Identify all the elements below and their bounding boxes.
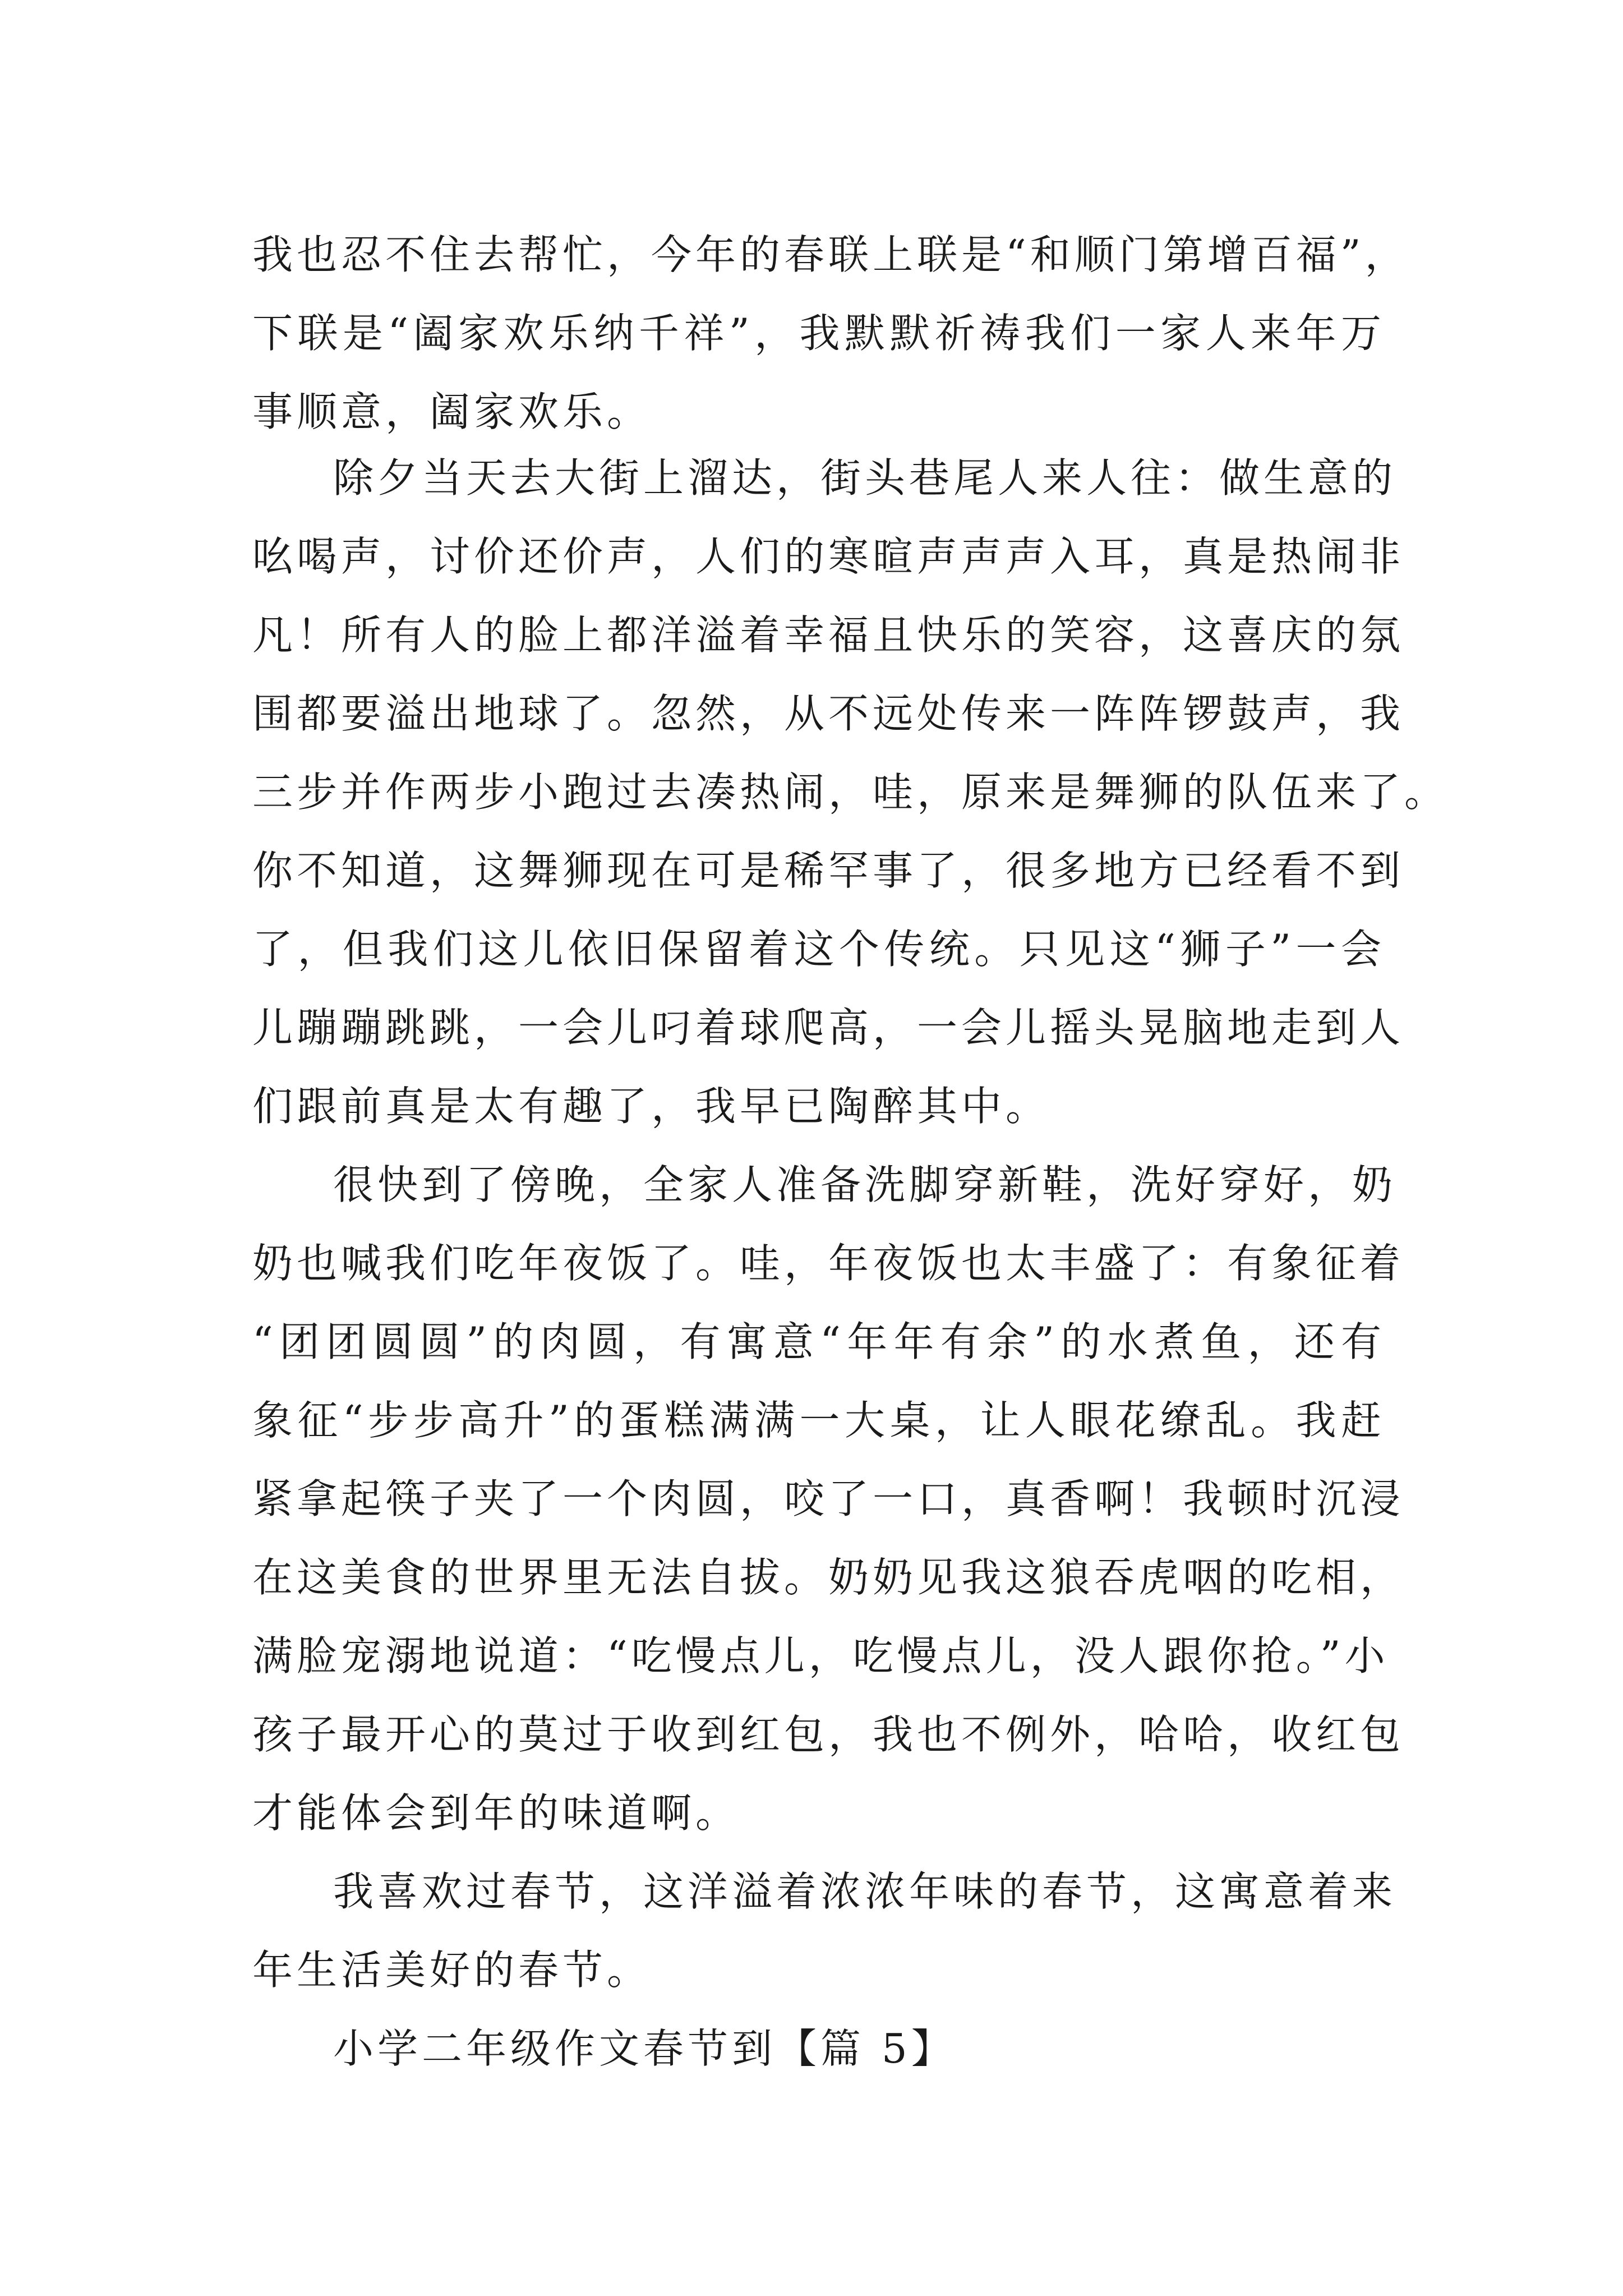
paragraph-3-line-1: 很快到了傍晚，全家人准备洗脚穿新鞋，洗好穿好，奶 [333,1161,1397,1208]
paragraph-2-line-6: 你不知道，这舞狮现在可是稀罕事了，很多地方已经看不到 [252,847,1405,894]
paragraph-1-line-2: 下联是“阖家欢乐纳千祥”，我默默祈祷我们一家人来年万 [252,310,1385,357]
paragraph-2-line-4: 围都要溢出地球了。忽然，从不远处传来一阵阵锣鼓声，我 [252,690,1405,737]
paragraph-3-line-9: 才能体会到年的味道啊。 [252,1789,740,1837]
paragraph-1-line-3: 事顺意，阖家欢乐。 [252,388,652,435]
paragraph-2-line-3: 凡！所有人的脸上都洋溢着幸福且快乐的笑容，这喜庆的氛 [252,611,1405,659]
paragraph-1-line-1: 我也忍不住去帮忙，今年的春联上联是“和顺门第增百福”， [252,231,1409,278]
paragraph-2-line-7: 了，但我们这儿依旧保留着这个传统。只见这“狮子”一会 [252,926,1385,973]
paragraph-2-line-2: 吆喝声，讨价还价声，人们的寒暄声声声入耳，真是热闹非 [252,533,1405,580]
paragraph-3-line-6: 在这美食的世界里无法自拔。奶奶见我这狼吞虎咽的吃相， [252,1554,1405,1601]
paragraph-3-line-3: “团团圆圆”的肉圆，有寓意“年年有余”的水煮鱼，还有 [252,1318,1385,1365]
paragraph-4-line-1: 我喜欢过春节，这洋溢着浓浓年味的春节，这寓意着来 [333,1868,1397,1915]
section-heading: 小学二年级作文春节到【篇 5】 [333,2025,956,2072]
paragraph-4-line-2: 年生活美好的春节。 [252,1947,652,1994]
paragraph-2-line-5: 三步并作两步小跑过去凑热闹，哇，原来是舞狮的队伍来了。 [252,769,1449,816]
paragraph-3-line-7: 满脸宠溺地说道：“吃慢点儿，吃慢点儿，没人跟你抢。”小 [252,1632,1389,1680]
paragraph-3-line-5: 紧拿起筷子夹了一个肉圆，咬了一口，真香啊！我顿时沉浸 [252,1475,1405,1522]
paragraph-3-line-4: 象征“步步高升”的蛋糕满满一大桌，让人眼花缭乱。我赶 [252,1397,1385,1444]
paragraph-2-line-8: 儿蹦蹦跳跳，一会儿叼着球爬高，一会儿摇头晃脑地走到人 [252,1004,1405,1051]
paragraph-2-line-9: 们跟前真是太有趣了，我早已陶醉其中。 [252,1083,1050,1130]
paragraph-3-line-2: 奶也喊我们吃年夜饭了。哇，年夜饭也太丰盛了：有象征着 [252,1240,1405,1287]
paragraph-3-line-8: 孩子最开心的莫过于收到红包，我也不例外，哈哈，收红包 [252,1711,1405,1758]
paragraph-2-line-1: 除夕当天去大街上溜达，街头巷尾人来人往：做生意的 [333,454,1397,501]
